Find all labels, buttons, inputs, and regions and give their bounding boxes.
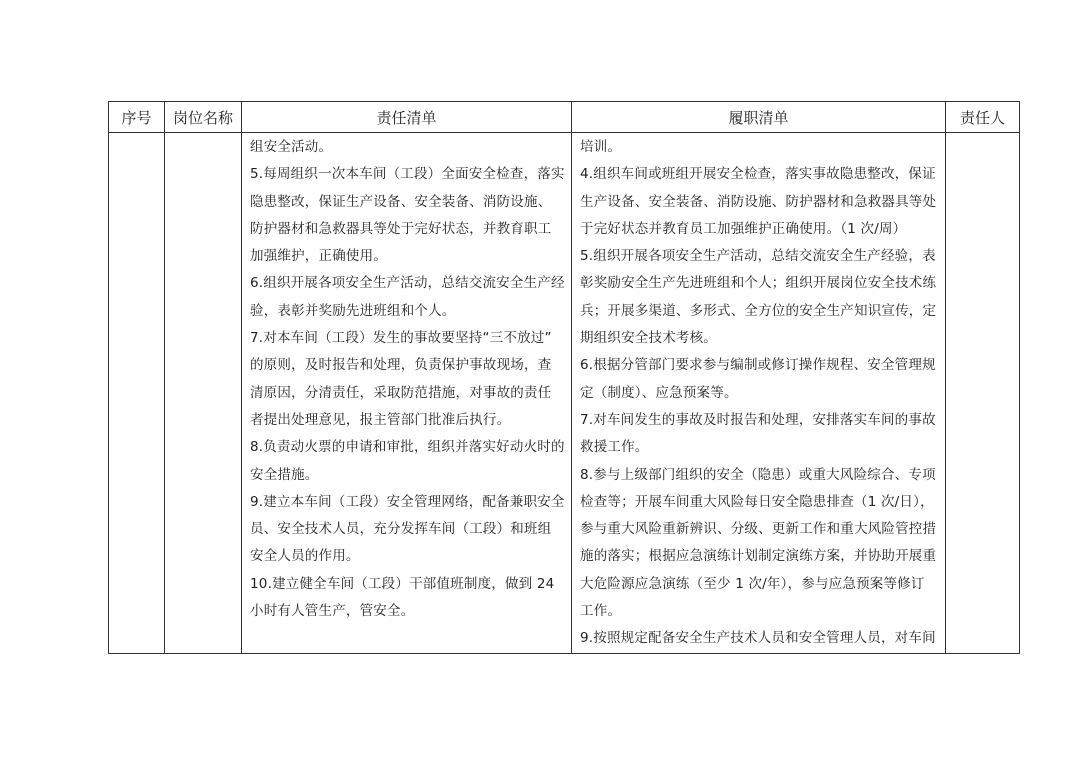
text-line: 小时有人管生产，管安全。	[250, 603, 415, 620]
text-line: 6.根据分管部门要求参与编制或修订操作规程、安全管理规	[580, 357, 936, 374]
header-post-name: 岗位名称	[165, 102, 242, 133]
text-line: 工作。	[580, 603, 622, 620]
text-line: 5.组织开展各项安全生产活动，总结交流安全生产经验，表	[580, 248, 936, 265]
header-duty-list: 责任清单	[242, 102, 572, 133]
text-line: 10.建立健全车间（工段）干部值班制度，做到 24	[250, 575, 555, 592]
text-line: 6.组织开展各项安全生产活动，总结交流安全生产经	[250, 275, 565, 292]
text-line: 4.组织车间或班组开展安全检查，落实事故隐患整改，保证	[580, 166, 936, 183]
text-line: 的原则，及时报告和处理，负责保护事故现场，查	[250, 357, 552, 374]
text-line: 防护器材和急救器具等处于完好状态，并教育职工	[250, 220, 552, 237]
text-line: 兵；开展多渠道、多形式、全方位的安全生产知识宣传，定	[580, 302, 937, 319]
text-line: 5.每周组织一次本车间（工段）全面安全检查，落实	[250, 166, 565, 183]
text-line: 加强维护，正确使用。	[250, 248, 387, 265]
header-responsible-person: 责任人	[946, 102, 1020, 133]
cell-responsible-person	[946, 133, 1020, 654]
performance-text	[572, 133, 945, 653]
text-line: 检查等；开展车间重大风险每日安全隐患排查（1 次/日），	[580, 493, 934, 510]
header-row	[109, 102, 1020, 133]
text-line: 员、安全技术人员，充分发挥车间（工段）和班组	[250, 521, 552, 538]
cell-post-name	[165, 133, 242, 654]
text-line: 安全措施。	[250, 466, 319, 483]
text-line: 清原因，分清责任，采取防范措施，对事故的责任	[250, 384, 552, 401]
header-performance-list: 履职清单	[572, 102, 946, 133]
text-line: 9.建立本车间（工段）安全管理网络，配备兼职安全	[250, 493, 565, 510]
duty-text	[242, 133, 571, 625]
text-line: 于完好状态并教育员工加强维护正确使用。（1 次/周）	[580, 220, 907, 237]
text-line: 培训。	[580, 139, 622, 155]
text-line: 定（制度）、应急预案等。	[580, 384, 738, 401]
text-line: 8.负责动火票的申请和审批，组织并落实好动火时的	[250, 439, 565, 456]
text-line: 者提出处理意见，报主管部门批准后执行。	[250, 411, 511, 428]
table-row	[109, 133, 1020, 654]
text-line: 8.参与上级部门组织的安全（隐患）或重大风险综合、专项	[580, 466, 936, 483]
text-line: 参与重大风险重新辨识、分级、更新工作和重大风险管控措	[580, 521, 937, 538]
text-line: 大危险源应急演练（至少 1 次/年），参与应急预案等修订	[580, 575, 925, 592]
text-line: 安全人员的作用。	[250, 548, 360, 565]
text-line: 救援工作。	[580, 439, 649, 456]
responsibility-table	[108, 101, 1020, 654]
text-line: 隐患整改，保证生产设备、安全装备、消防设施、	[250, 193, 552, 210]
cell-duty-list	[242, 133, 572, 654]
text-line: 验，表彰并奖励先进班组和个人。	[250, 302, 456, 319]
text-line: 施的落实；根据应急演练计划制定演练方案，并协助开展重	[580, 548, 937, 565]
cell-performance-list	[572, 133, 946, 654]
cell-seq	[109, 133, 165, 654]
text-line: 7.对本车间（工段）发生的事故要坚持“三不放过”	[250, 330, 552, 347]
text-line: 期组织安全技术考核。	[580, 330, 717, 347]
text-line: 7.对车间发生的事故及时报告和处理，安排落实车间的事故	[580, 411, 936, 428]
text-line: 生产设备、安全装备、消防设施、防护器材和急救器具等处	[580, 193, 937, 210]
text-line: 彰奖励安全生产先进班组和个人；组织开展岗位安全技术练	[580, 275, 937, 292]
text-line: 组安全活动。	[250, 139, 333, 155]
text-line: 9.按照规定配备安全生产技术人员和安全管理人员，对车间	[580, 630, 936, 647]
header-seq: 序号	[109, 102, 165, 133]
